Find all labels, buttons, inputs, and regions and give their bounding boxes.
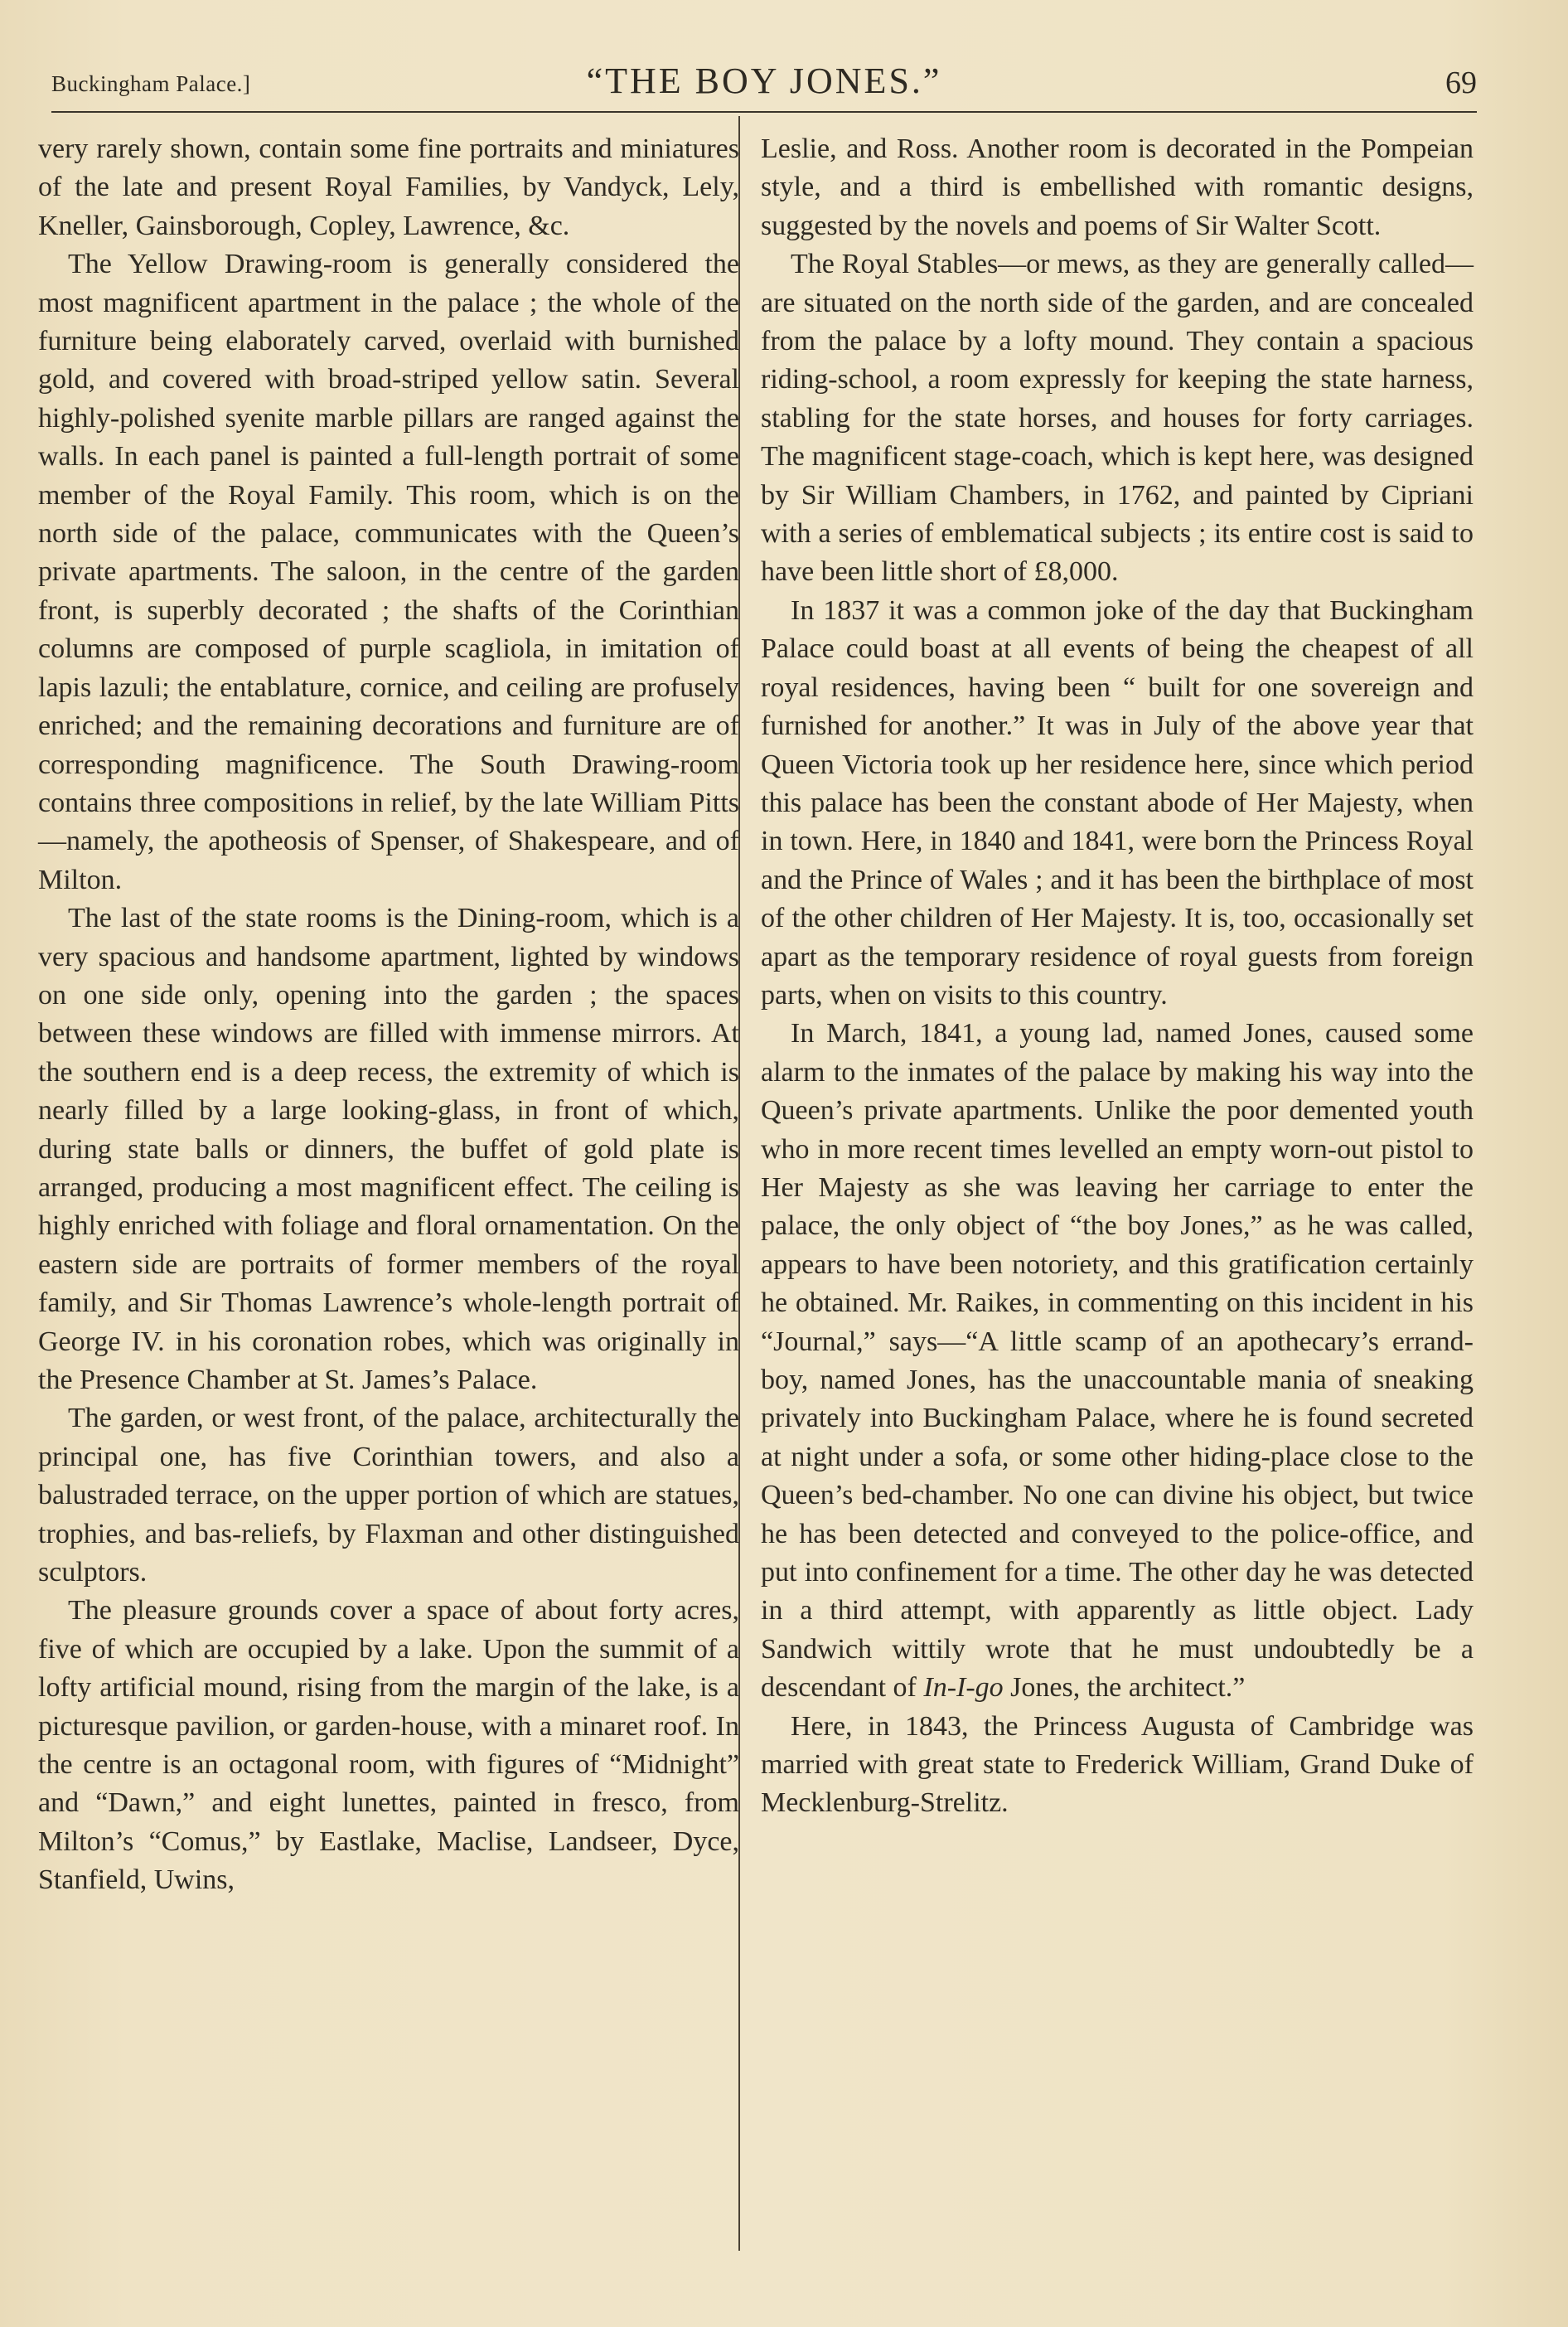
- paragraph: The pleasure grounds cover a space of about forty acres, five of which are occupied by a lake. Upon the summit of a lofty artificial mound, rising from the margin of the lake, is a picturesque pavilion, or garden-house, with a minaret roof. In the centre is an octagonal room, with figures of “Midnight” and “Dawn,” and eight lunettes, painted in fresco, from Milton’s “Comus,” by Eastlake, Maclise, Landseer, Dyce, Stanfield, Uwins,: [38, 1595, 739, 1896]
- paragraph: very rarely shown, contain some fine portraits and miniatures of the late and present Royal Families, by Vandyck, Lely, Kneller, Gainsborough, Copley, Lawrence, &c.: [38, 133, 739, 241]
- paragraph: The Yellow Drawing-room is generally considered the most magnificent apartment in the palace ; the whole of the furniture being elaborately carved, overlaid with burnished gold, and covered with broad-striped yellow satin. Several highly-polished syenite marble pillars are ranged against the walls. In each panel is painted a full-length portrait of some member of the Royal Family. This room, which is on the north side of the palace, communicates with the Queen’s private apartments. The saloon, in the centre of the garden front, is superbly decorated ; the shafts of the Corinthian columns are composed of purple scagliola, in imitation of lapis lazuli; the entablature, cornice, and ceiling are profusely enriched; and the remaining decorations and furniture are of corresponding magnificence. The South Drawing-room contains three compositions in relief, by the late William Pitts—namely, the apotheosis of Spenser, of Shakespeare, and of Milton.: [38, 249, 739, 895]
- page-number: 69: [1445, 65, 1477, 100]
- paragraph: Here, in 1843, the Princess Augusta of Cambridge was married with great state to Frederick William, Grand Duke of Mecklenburg-Strelitz.: [761, 1710, 1474, 1819]
- header-rule: [51, 111, 1477, 113]
- column-divider: [738, 116, 740, 2251]
- italic-pun: In-I-go: [923, 1672, 1004, 1704]
- paragraph-text: In March, 1841, a young lad, named Jones, caused some alarm to the inmates of the palace by making his way into the Queen’s private apartments. Unlike the poor demented youth who in more recent times levelled an empty worn-out pistol to Her Majesty as she was leaving her carriage to enter the palace, the only object of “the boy Jones,” as he was called, appears to have been notoriety, and this gratification certainly he obtained. Mr. Raikes, in commenting on this incident in his “Journal,” says—“A little scamp of an apothecary’s errand-boy, named Jones, has the unaccountable mania of sneaking privately into Buckingham Palace, where he is found secreted at night under a sofa, or some other hiding-place close to the Queen’s bed-chamber. No one can divine his object, but twice he has been detected and conveyed to the police-office, and put into confinement for a time. The other day he was detected in a third attempt, with apparently as little object. Lady Sandwich wittily wrote that he must undoubtedly be a descendant of: [761, 1018, 1474, 1704]
- page-title: “THE BOY JONES.”: [586, 61, 942, 101]
- paragraph: The last of the state rooms is the Dining-room, which is a very spacious and handsome apartment, lighted by windows on one side only, opening into the garden ; the spaces between these windows are filled with immense mirrors. At the southern end is a deep recess, the extremity of which is nearly filled by a large looking-glass, in front of which, during state balls or dinners, the buffet of gold plate is arranged, producing a most magnificent effect. The ceiling is highly enriched with foliage and floral ornamentation. On the eastern side are portraits of former members of the royal family, and Sir Thomas Lawrence’s whole-length portrait of George IV. in his coronation robes, which was originally in the Presence Chamber at St. James’s Palace.: [38, 903, 739, 1395]
- paragraph: In 1837 it was a common joke of the day that Buckingham Palace could boast at all events of being the cheapest of all royal residences, having been “ built for one sovereign and furnished for another.” It was in July of the above year that Queen Victoria took up her residence here, since which period this palace has been the constant abode of Her Majesty, when in town. Here, in 1840 and 1841, were born the Princess Royal and the Prince of Wales ; and it has been the birthplace of most of the other children of Her Majesty. It is, too, occasionally set apart as the temporary residence of royal guests from foreign parts, when on visits to this country.: [761, 594, 1474, 1011]
- running-header: [51, 56, 1477, 108]
- paragraph: Leslie, and Ross. Another room is decorated in the Pompeian style, and a third is embellished with romantic designs, suggested by the novels and poems of Sir Walter Scott.: [761, 133, 1474, 241]
- paragraph: [761, 1015, 1474, 1707]
- paragraph: The garden, or west front, of the palace, architecturally the principal one, has five Corinthian towers, and also a balustraded terrace, on the upper portion of which are statues, trophies, and bas-reliefs, by Flaxman and other distinguished sculptors.: [38, 1403, 739, 1588]
- section-label: Buckingham Palace.]: [51, 71, 251, 96]
- paragraph: The Royal Stables—or mews, as they are generally called—are situated on the north side of the garden, and are concealed from the palace by a lofty mound. They contain a spacious riding-school, a room expressly for keeping the state harness, stabling for the state horses, and houses for forty carriages. The magnificent stage-coach, which is kept here, was designed by Sir William Chambers, in 1762, and painted by Cipriani with a series of emblematical subjects ; its entire cost is said to have been little short of £8,000.: [761, 249, 1474, 588]
- paragraph-text: Jones, the architect.”: [1010, 1672, 1246, 1704]
- right-column: [761, 130, 1474, 1823]
- left-column: [38, 130, 739, 1900]
